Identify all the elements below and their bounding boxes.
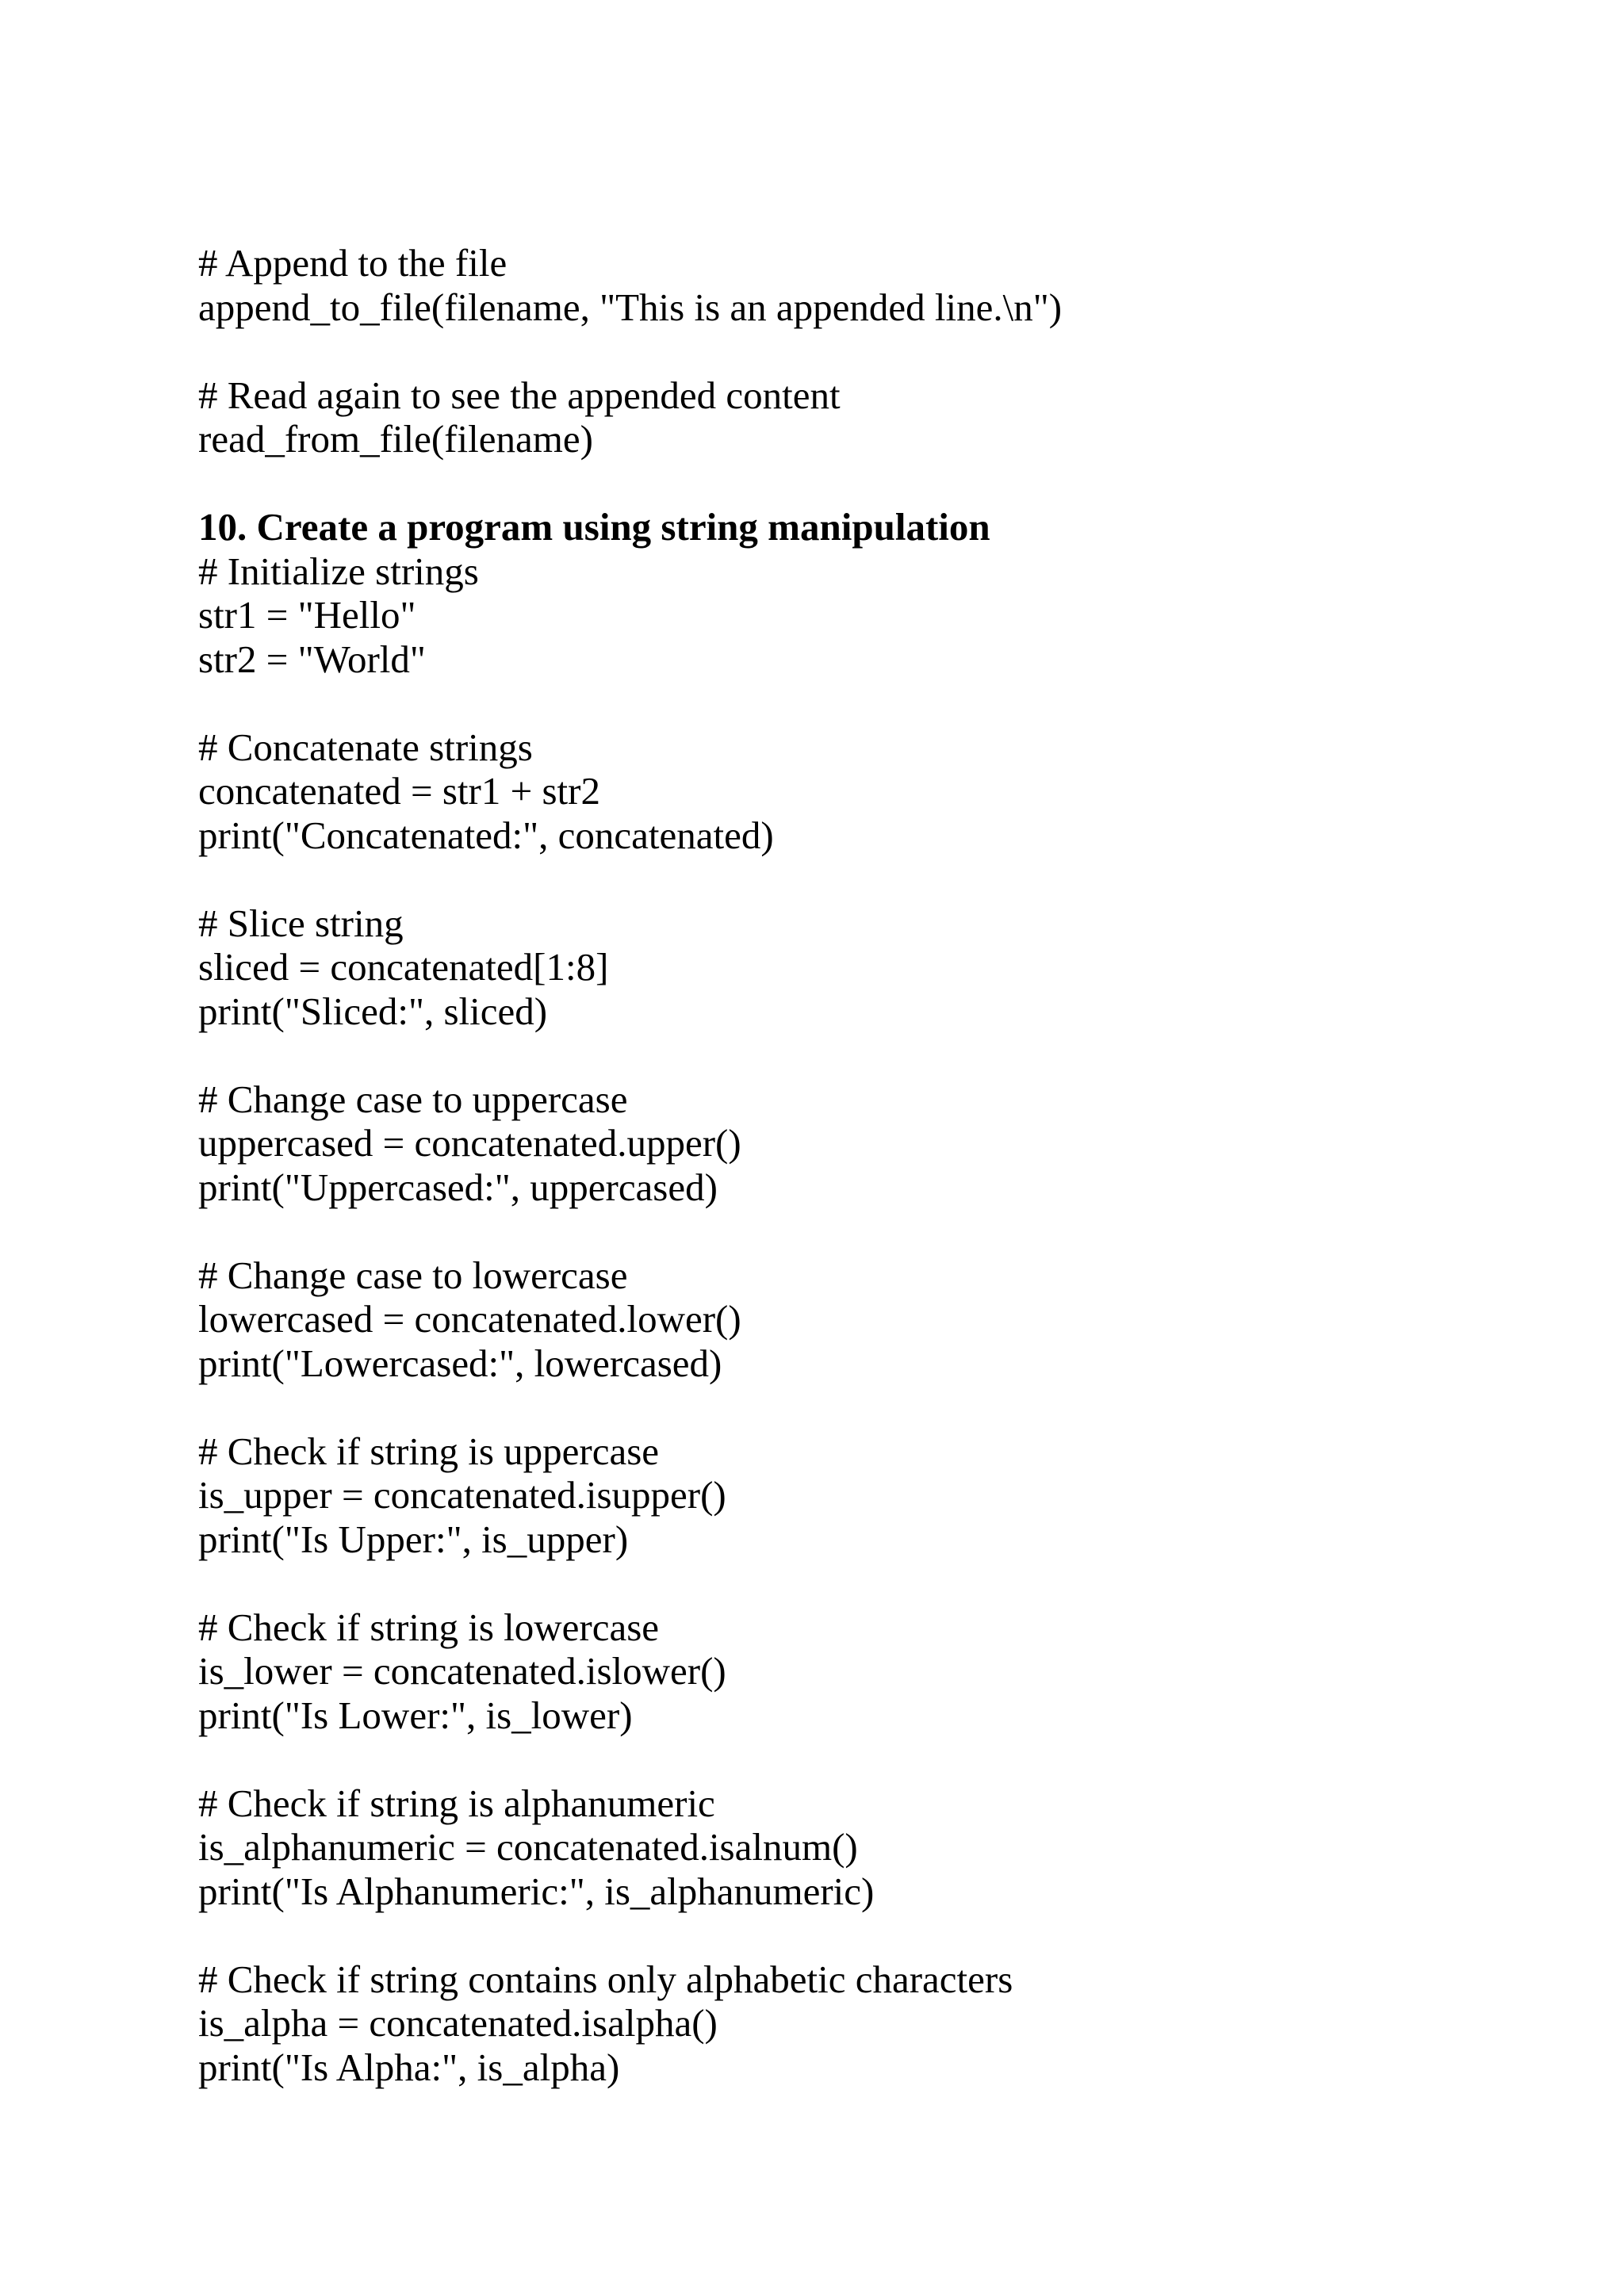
code-comment: # Check if string is lowercase: [198, 1605, 660, 1649]
blank-line: [198, 1209, 1546, 1253]
code-line: is_alphanumeric = concatenated.isalnum(): [198, 1825, 858, 1869]
section-heading: 10. Create a program using string manipulation: [198, 505, 990, 549]
blank-line: [198, 329, 1546, 373]
code-block-islower: [198, 1605, 1546, 1738]
blank-line: [198, 1737, 1546, 1781]
code-block-isalnum: [198, 1781, 1546, 1914]
code-block-isalpha: [198, 1957, 1546, 2090]
code-line: is_upper = concatenated.isupper(): [198, 1473, 726, 1517]
code-line: sliced = concatenated[1:8]: [198, 945, 609, 989]
code-line: print("Concatenated:", concatenated): [198, 813, 774, 857]
code-line: uppercased = concatenated.upper(): [198, 1121, 741, 1165]
code-block-initialize: [198, 505, 1546, 681]
code-block-lowercase: [198, 1253, 1546, 1386]
code-line: print("Is Alphanumeric:", is_alphanumeric): [198, 1869, 875, 1913]
code-line: print("Is Lower:", is_lower): [198, 1693, 633, 1737]
code-line: str1 = "Hello": [198, 593, 416, 637]
code-comment: # Initialize strings: [198, 549, 479, 593]
code-comment: # Change case to uppercase: [198, 1077, 628, 1121]
code-comment: # Slice string: [198, 901, 404, 945]
code-comment: # Check if string contains only alphabetic characters: [198, 1957, 1013, 2001]
code-line: concatenated = str1 + str2: [198, 769, 600, 813]
code-comment: # Check if string is uppercase: [198, 1429, 660, 1473]
code-comment: # Read again to see the appended content: [198, 373, 841, 417]
code-block-read-again: [198, 373, 1546, 461]
blank-line: [198, 1561, 1546, 1605]
blank-line: [198, 1033, 1546, 1077]
code-line: str2 = "World": [198, 637, 426, 681]
code-line: is_alpha = concatenated.isalpha(): [198, 2001, 718, 2045]
code-line: print("Sliced:", sliced): [198, 989, 548, 1033]
code-line: append_to_file(filename, "This is an appended line.\n"): [198, 285, 1063, 329]
code-block-slice: [198, 901, 1546, 1034]
code-line: read_from_file(filename): [198, 417, 593, 461]
blank-line: [198, 1385, 1546, 1429]
code-block-concatenate: [198, 725, 1546, 858]
code-line: is_lower = concatenated.islower(): [198, 1649, 726, 1693]
blank-line: [198, 857, 1546, 901]
blank-line: [198, 681, 1546, 725]
code-comment: # Change case to lowercase: [198, 1253, 628, 1297]
code-block-uppercase: [198, 1077, 1546, 1210]
code-comment: # Concatenate strings: [198, 725, 533, 769]
code-block-append: [198, 241, 1546, 329]
code-block-isupper: [198, 1429, 1546, 1562]
code-line: print("Is Upper:", is_upper): [198, 1517, 629, 1561]
code-line: print("Lowercased:", lowercased): [198, 1341, 722, 1385]
code-line: print("Is Alpha:", is_alpha): [198, 2045, 620, 2089]
blank-line: [198, 1913, 1546, 1957]
code-comment: # Append to the file: [198, 241, 508, 285]
code-line: lowercased = concatenated.lower(): [198, 1297, 741, 1341]
blank-line: [198, 461, 1546, 506]
code-comment: # Check if string is alphanumeric: [198, 1781, 715, 1825]
code-listing: [198, 241, 1546, 2089]
code-line: print("Uppercased:", uppercased): [198, 1165, 718, 1209]
